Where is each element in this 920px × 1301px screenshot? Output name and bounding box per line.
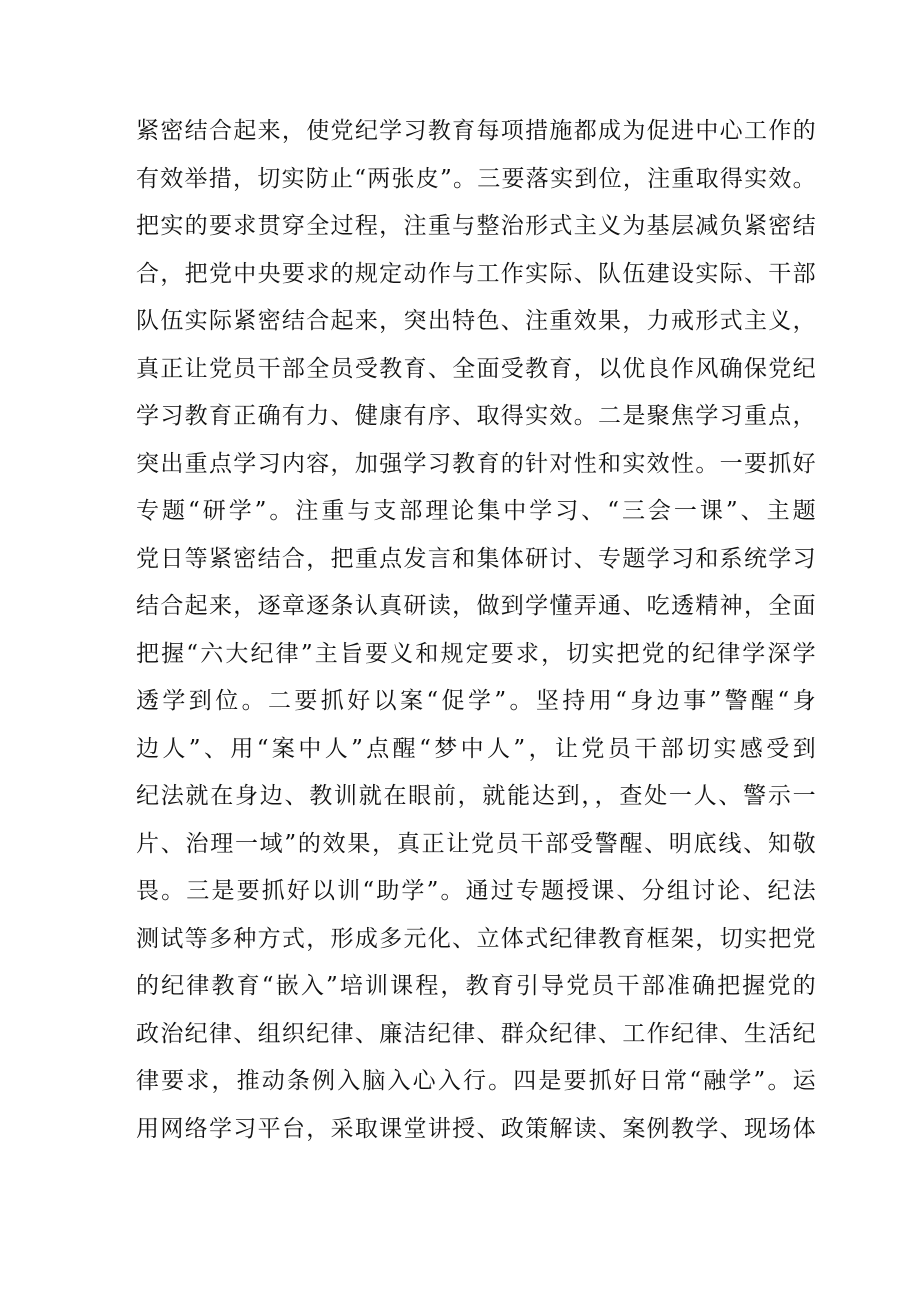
text-line-8: 突出重点学习内容，加强学习教育的针对性和实效性。一要抓好	[136, 450, 816, 477]
text-line-17: 畏。三是要抓好以训“助学”。通过专题授课、分组讨论、纪法	[136, 878, 816, 904]
text-line-13: 透学到位。二要抓好以案“促学”。坚持用“身边事”警醒“身	[136, 688, 816, 714]
text-line-4: 合，把党中央要求的规定动作与工作实际、队伍建设实际、干部	[136, 260, 816, 287]
text-line-14: 边人”、用“案中人”点醒“梦中人”，让党员干部切实感受到	[136, 735, 816, 762]
text-line-10: 党日等紧密结合，把重点发言和集体研讨、专题学习和系统学习	[136, 545, 816, 572]
text-line-19: 的纪律教育“嵌入”培训课程，教育引导党员干部准确把握党的	[136, 973, 816, 999]
text-line-6: 真正让党员干部全员受教育、全面受教育，以优良作风确保党纪	[136, 355, 816, 382]
text-line-12: 把握“六大纪律”主旨要义和规定要求，切实把党的纪律学深学	[136, 640, 816, 667]
text-line-15: 纪法就在身边、教训就在眼前，就能达到，，查处一人、警示一	[136, 783, 816, 809]
text-line-18: 测试等多种方式，形成多元化、立体式纪律教育框架，切实把党	[136, 925, 816, 952]
text-line-1: 紧密结合起来，使党纪学习教育每项措施都成为促进中心工作的	[136, 118, 816, 144]
text-line-5: 队伍实际紧密结合起来，突出特色、注重效果，力戒形式主义，	[136, 308, 816, 334]
text-line-9: 专题“研学”。注重与支部理论集中学习、“三会一课”、主题	[136, 498, 816, 524]
text-line-7: 学习教育正确有力、健康有序、取得实效。二是聚焦学习重点，	[136, 403, 816, 429]
text-line-2: 有效举措，切实防止“两张皮”。三要落实到位，注重取得实效。	[136, 165, 816, 192]
text-line-21: 律要求，推动条例入脑入心入行。四是要抓好日常“融学”。运	[136, 1068, 816, 1094]
text-line-20: 政治纪律、组织纪律、廉洁纪律、群众纪律、工作纪律、生活纪	[136, 1020, 816, 1047]
text-line-22: 用网络学习平台，采取课堂讲授、政策解读、案例教学、现场体	[136, 1115, 816, 1142]
text-line-3: 把实的要求贯穿全过程，注重与整治形式主义为基层减负紧密结	[136, 213, 816, 239]
text-line-16: 片、治理一域”的效果，真正让党员干部受警醒、明底线、知敬	[136, 830, 816, 857]
text-line-11: 结合起来，逐章逐条认真研读，做到学懂弄通、吃透精神，全面	[136, 593, 816, 619]
body-text	[136, 108, 816, 1153]
